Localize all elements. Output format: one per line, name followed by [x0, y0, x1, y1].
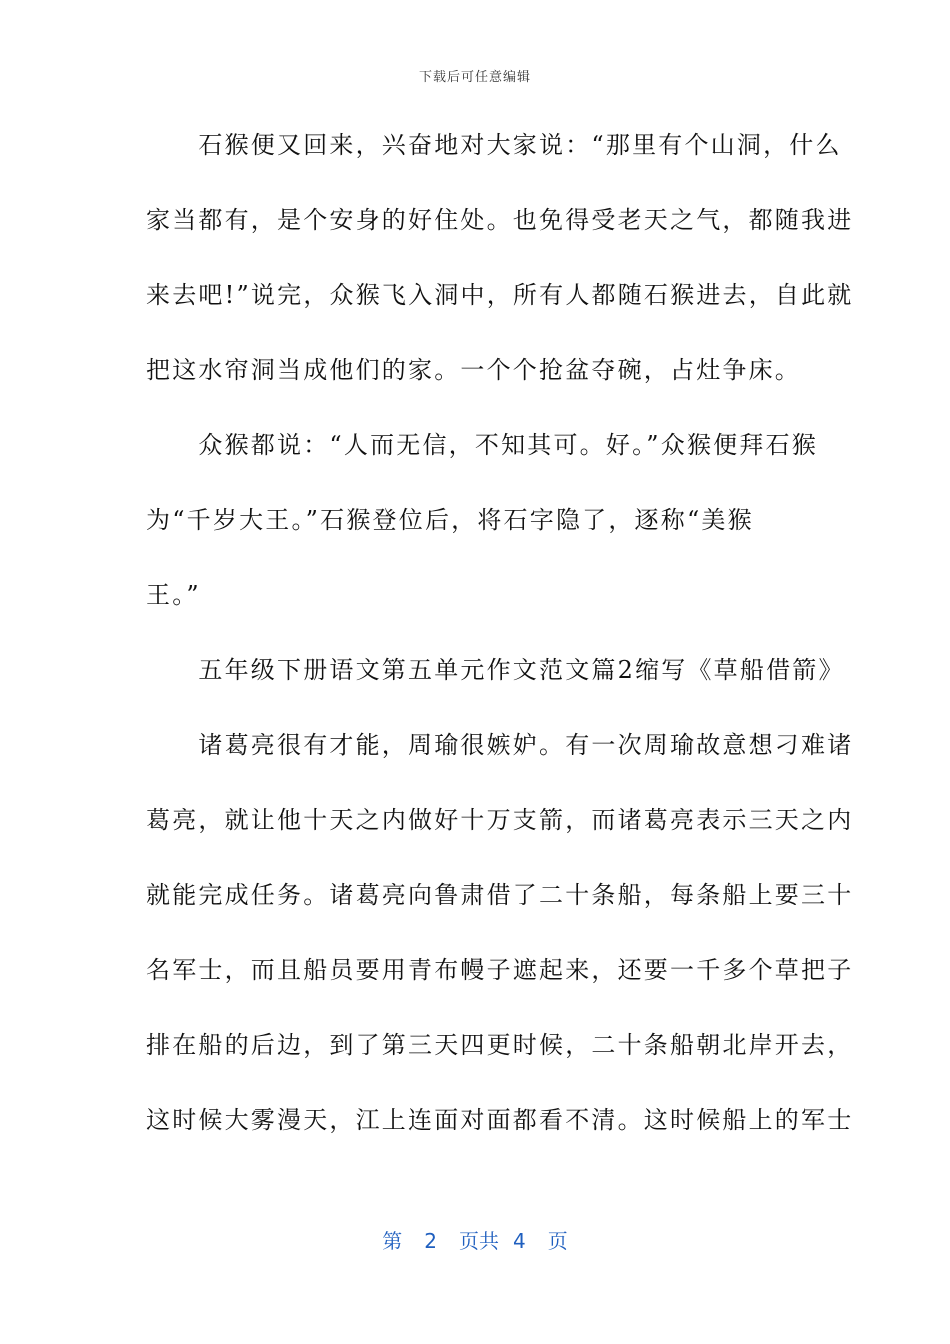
text-line: 诸葛亮很有才能，周瑜很嫉妒。有一次周瑜故意想刁难诸 — [146, 731, 854, 759]
current-page-number: 2 — [424, 1229, 437, 1253]
page-suffix: 页 — [547, 1229, 568, 1253]
text-line: 王。” — [146, 581, 201, 609]
page-number-footer — [0, 1225, 950, 1254]
text-line: 来去吧!”说完，众猴飞入洞中，所有人都随石猴进去，自此就 — [146, 281, 854, 309]
text-line: 葛亮，就让他十天之内做好十万支箭，而诸葛亮表示三天之内 — [146, 806, 854, 834]
text-line: 众猴都说：“人而无信，不知其可。好。”众猴便拜石猴 — [146, 431, 818, 459]
section-heading: 五年级下册语文第五单元作文范文篇2缩写《草船借箭》 — [146, 656, 845, 684]
text-line: 就能完成任务。诸葛亮向鲁肃借了二十条船，每条船上要三十 — [146, 881, 854, 909]
text-line: 把这水帘洞当成他们的家。一个个抢盆夺碗，占灶争床。 — [146, 356, 801, 384]
text-line: 石猴便又回来，兴奋地对大家说：“那里有个山洞，什么 — [146, 131, 842, 159]
total-pages-number: 4 — [513, 1229, 526, 1253]
page-middle: 页共 — [459, 1229, 499, 1253]
text-line: 家当都有，是个安身的好住处。也免得受老天之气，都随我进 — [146, 206, 854, 234]
page-prefix: 第 — [382, 1229, 403, 1253]
text-line: 名军士，而且船员要用青布幔子遮起来，还要一千多个草把子 — [146, 956, 854, 984]
text-line: 排在船的后边，到了第三天四更时候，二十条船朝北岸开去， — [146, 1031, 854, 1059]
text-line: 这时候大雾漫天，江上连面对面都看不清。这时候船上的军士 — [146, 1106, 854, 1134]
page-header: 下载后可任意编辑 — [418, 70, 531, 85]
text-line: 为“千岁大王。”石猴登位后，将石字隐了，逐称“美猴 — [146, 506, 754, 534]
